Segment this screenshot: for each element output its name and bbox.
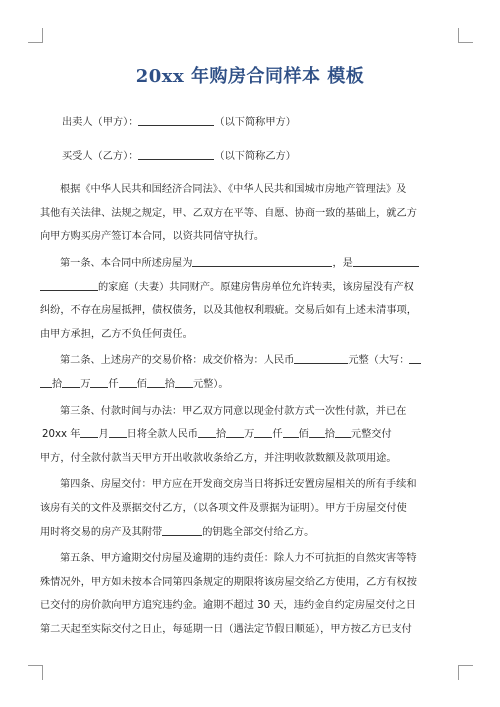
payment-year: 20xx 年 [42, 429, 81, 441]
article2-line-2 [40, 373, 445, 397]
pay-unit-wan: 万 [244, 429, 255, 441]
article5-line-4: 第二天起至实际交付之日止，每延期一日（遇法定节假日顺延），甲方按乙方已支付 [40, 623, 412, 635]
unit-month: 月 [98, 429, 109, 441]
pay-unit-shi-2: 拾 [324, 429, 335, 441]
article1-line-3: 纠纷，不存在房屋抵押，债权债务，以及其他权利瑕疵。交易后如有上述未清事项， [40, 305, 417, 317]
payment-text: 日将全款人民币 [126, 429, 198, 441]
pay-bai-blank[interactable] [283, 426, 299, 438]
buyer-name-blank[interactable] [138, 148, 214, 160]
unit-qian: 仟 [108, 378, 119, 390]
document-body [40, 111, 445, 641]
price-yuan-blank[interactable] [175, 376, 193, 388]
unit-shi-2: 拾 [164, 378, 175, 390]
article4-text-b: 的钥匙全部交付给乙方。 [202, 526, 315, 538]
article4-line-2: 该房有关的文件及票据交付乙方，（以各项文件及票据为证明）。甲方于房屋交付使 [40, 502, 407, 514]
price-bai-blank[interactable] [119, 376, 137, 388]
pay-unit-shi: 拾 [215, 429, 227, 441]
seller-label: 出卖人（甲方）： [62, 117, 139, 128]
pay-end-text: 元整交付 [350, 429, 392, 441]
crop-mark-top-right [458, 28, 473, 43]
buyer-suffix: （以下简称乙方） [214, 150, 296, 162]
pay-yuan-blank[interactable] [335, 426, 351, 438]
payment-month-blank[interactable] [80, 426, 98, 438]
price-shi-wan-blank[interactable] [40, 376, 52, 388]
pay-unit-qian: 仟 [272, 429, 283, 441]
price-bai-wan-blank[interactable] [409, 352, 421, 364]
attached-items-blank[interactable] [162, 524, 202, 536]
crop-mark-bottom-right [458, 665, 473, 680]
crop-mark-bottom-left [28, 665, 43, 680]
price-number-blank[interactable] [294, 352, 348, 364]
pay-shi-wan-blank[interactable] [198, 426, 216, 438]
payment-day-blank[interactable] [109, 426, 127, 438]
article1-line-1 [60, 252, 445, 276]
article4-line-3 [40, 521, 445, 545]
crop-mark-top-left [28, 28, 43, 43]
article2-text-a: 第二条、上述房产的交易价格：成交价格为：人民币 [60, 355, 295, 367]
price-wan-blank[interactable] [62, 376, 80, 388]
pay-unit-bai: 佰 [298, 429, 309, 441]
article5-line-1: 第五条、甲方逾期交付房屋及逾期的违约责任：除人力不可抗拒的自然灾害等特 [60, 553, 417, 565]
unit-bai: 佰 [136, 378, 147, 390]
article2-text-b: 元整（大写： [348, 355, 410, 367]
owner-blank[interactable] [353, 255, 419, 267]
article3-line-2 [40, 423, 445, 447]
article3-line-3: 甲方，付全款付款当天甲方开出收款收条给乙方，并注明收款数额及款项用途。 [40, 452, 397, 464]
article5-line-3: 已交付的房价款向甲方追究违约金。逾期不超过 30 天，违约金自约定房屋交付之日 [40, 600, 416, 612]
pay-wan-blank[interactable] [226, 426, 244, 438]
property-address-blank[interactable] [192, 255, 332, 267]
owner-blank-cont[interactable] [40, 279, 98, 291]
unit-shi: 拾 [52, 378, 63, 390]
unit-yuan: 元整）。 [192, 378, 229, 390]
article4-text-a: 用时将交易的房产及其附带 [40, 526, 163, 538]
article1-text-b: ，是 [332, 257, 353, 269]
document-title: 20xx 年购房合同样本 模板 [135, 66, 365, 87]
unit-wan: 万 [80, 378, 91, 390]
article1-line-2 [40, 276, 445, 300]
buyer-label: 买受人（乙方）： [62, 150, 139, 162]
preamble-line-1: 根据《中华人民共和国经济合同法》、《中华人民共和国城市房地产管理法》及 [60, 184, 407, 196]
article2-line-1 [60, 349, 445, 373]
preamble-line-3: 向甲方购买房产签订本合同，以资共同信守执行。 [40, 231, 265, 243]
buyer-line [60, 145, 445, 169]
article1-text-c: 的家庭（夫妻）共同财产。原建房售房单位允许转卖，该房屋没有产权 [98, 281, 414, 293]
article1-line-4: 由甲方承担，乙方不负任何责任。 [40, 328, 193, 340]
price-qian-blank[interactable] [90, 376, 108, 388]
seller-suffix: （以下简称甲方） [214, 117, 296, 128]
pay-shi-blank[interactable] [309, 426, 325, 438]
article1-text-a: 第一条、本合同中所述房屋为 [60, 257, 193, 269]
preamble-line-2: 其他有关法律、法规之规定，甲、乙双方在平等、自愿、协商一致的基础上，就乙方 [40, 207, 417, 219]
seller-line [60, 111, 445, 135]
pay-qian-blank[interactable] [254, 426, 272, 438]
article4-line-1: 第四条、房屋交付：甲方应在开发商交房当日将拆迁安置房屋相关的所有手续和 [60, 479, 417, 491]
seller-name-blank[interactable] [138, 114, 214, 126]
price-shi-blank[interactable] [147, 376, 165, 388]
article3-line-1: 第三条、付款时间与办法：甲乙双方同意以现金付款方式一次性付款，并已在 [60, 405, 407, 417]
article5-line-2: 殊情况外，甲方如未按本合同第四条规定的期限将该房屋交给乙方使用，乙方有权按 [40, 576, 417, 588]
